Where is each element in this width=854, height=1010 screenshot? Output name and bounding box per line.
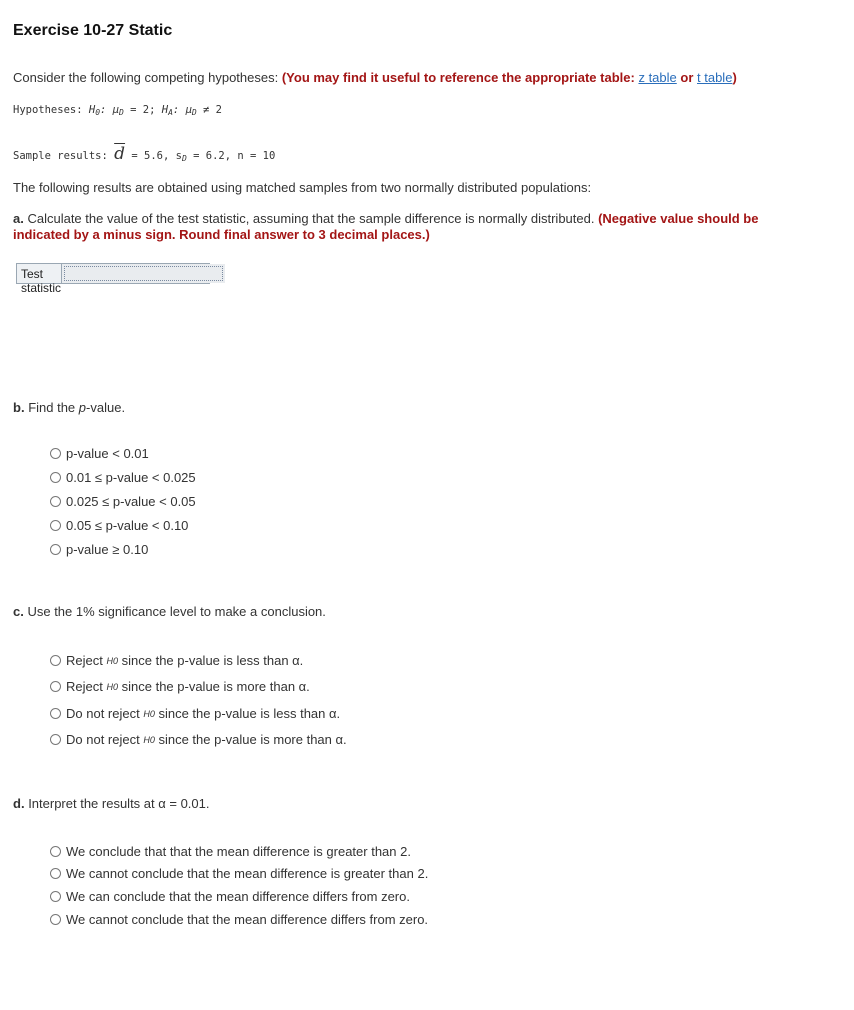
interpretation-option[interactable]: We conclude that that the mean difference is greater than 2. — [50, 844, 411, 859]
intro-line — [13, 70, 737, 85]
part-b-prompt: b. Find the p-value. — [13, 400, 126, 415]
pvalue-option[interactable]: p-value ≥ 0.10 — [50, 542, 148, 557]
hypotheses-line: Hypotheses: $H_0$: $\mu_D = 2$; $H_A$: $\mu_D \ne 2$ — [13, 104, 223, 117]
t-table-link[interactable]: t table — [697, 70, 733, 85]
conclusion-option[interactable]: Do not reject H0 since the p-value is more than α. — [50, 732, 347, 747]
interpretation-option[interactable]: We cannot conclude that the mean difference is greater than 2. — [50, 866, 428, 881]
part-d-prompt: d. Interpret the results at α = 0.01. — [13, 796, 210, 811]
radio-button[interactable] — [50, 708, 61, 719]
radio-button[interactable] — [50, 914, 61, 925]
radio-button[interactable] — [50, 681, 61, 692]
sample-results-line: Sample results: $\overline{d} = 5.6$, $s_D = 6.2$, n = 10 — [13, 144, 276, 164]
radio-button[interactable] — [50, 448, 61, 459]
conclusion-option[interactable]: Do not reject H0 since the p-value is less than α. — [50, 706, 340, 721]
conclusion-option[interactable]: Reject H0 since the p-value is less than α. — [50, 653, 303, 668]
exercise-title: Exercise 10-27 Static — [13, 22, 173, 39]
part-c-prompt: c. Use the 1% significance level to make a conclusion. — [13, 604, 326, 619]
matched-samples-note: The following results are obtained using matched samples from two normally distributed populations: — [13, 180, 592, 195]
table-hint: (You may find it useful to reference the appropriate table: z table or t table) — [281, 70, 737, 85]
test-statistic-input[interactable] — [62, 264, 225, 283]
intro-text: Consider the following competing hypotheses: — [13, 70, 279, 85]
pvalue-option[interactable]: 0.025 ≤ p-value < 0.05 — [50, 494, 196, 509]
radio-button[interactable] — [50, 472, 61, 483]
z-table-link[interactable]: z table — [638, 70, 677, 85]
part-a-prompt: a. Calculate the value of the test statistic, assuming that the sample difference is normally distributed. (Negative value should be indicated by a minus sign. Round final answer to 3 decimal places.) — [13, 211, 759, 242]
radio-button[interactable] — [50, 868, 61, 879]
interpretation-option[interactable]: We cannot conclude that the mean difference differs from zero. — [50, 912, 428, 927]
test-statistic-field — [16, 263, 210, 295]
conclusion-option[interactable]: Reject H0 since the p-value is more than α. — [50, 679, 310, 694]
pvalue-option[interactable]: 0.01 ≤ p-value < 0.025 — [50, 470, 196, 485]
pvalue-option[interactable]: 0.05 ≤ p-value < 0.10 — [50, 518, 188, 533]
radio-button[interactable] — [50, 734, 61, 745]
radio-button[interactable] — [50, 891, 61, 902]
test-statistic-label: Test statistic — [17, 264, 62, 283]
radio-button[interactable] — [50, 846, 61, 857]
pvalue-option[interactable]: p-value < 0.01 — [50, 446, 149, 461]
radio-button[interactable] — [50, 655, 61, 666]
radio-button[interactable] — [50, 520, 61, 531]
radio-button[interactable] — [50, 544, 61, 555]
d-bar-symbol: $\overline{d}$ — [114, 144, 126, 164]
radio-button[interactable] — [50, 496, 61, 507]
interpretation-option[interactable]: We can conclude that the mean difference differs from zero. — [50, 889, 410, 904]
